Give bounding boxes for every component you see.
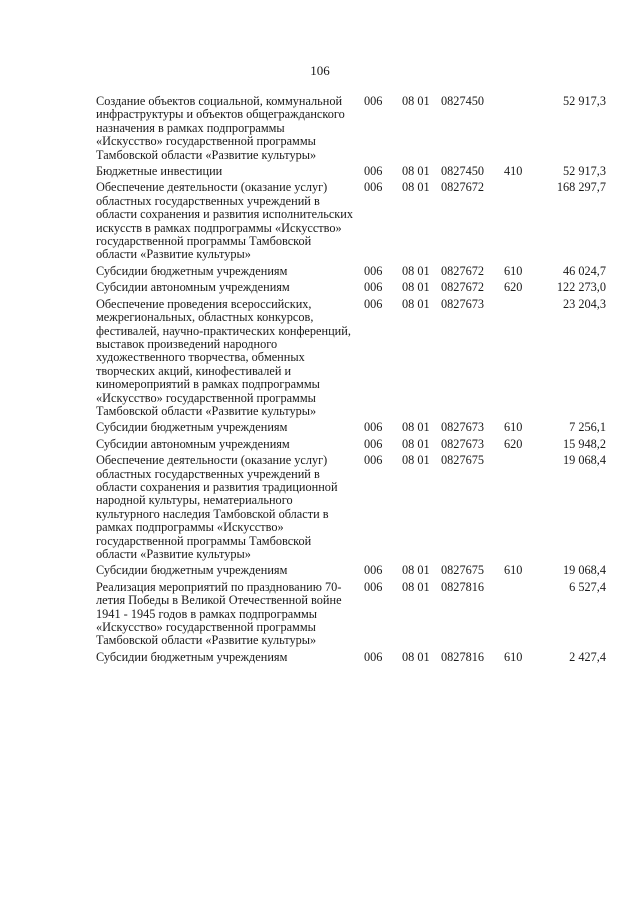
expense-kind: 610 <box>504 563 523 578</box>
ministry-code: 006 <box>364 164 383 179</box>
row-name: Обеспечение деятельности (оказание услуг) областных государственных учреждений в области сохранения и развития исполнительских искусств в рамках подпрограммы «Искусство» государственной программы Тамбовской области «Развитие культуры» <box>96 180 353 262</box>
target-code: 0827450 <box>441 94 485 108</box>
target-code: 0827673 <box>441 436 485 451</box>
row-name: Субсидии бюджетным учреждениям <box>96 263 288 278</box>
section-code: 08 01 <box>402 263 430 278</box>
ministry-code: 006 <box>364 296 383 311</box>
amount: 122 273,0 <box>556 280 606 295</box>
section-code: 08 01 <box>402 563 430 578</box>
ministry-code: 006 <box>364 436 383 451</box>
table-row <box>96 651 606 664</box>
ministry-code: 006 <box>364 563 383 578</box>
ministry-code: 006 <box>364 649 383 664</box>
section-code: 08 01 <box>402 436 430 451</box>
target-code: 0827816 <box>441 649 485 664</box>
table-row <box>96 281 606 294</box>
section-code: 08 01 <box>402 164 430 179</box>
section-code: 08 01 <box>402 453 430 468</box>
table-row <box>96 581 606 648</box>
amount: 52 917,3 <box>562 164 606 179</box>
amount: 46 024,7 <box>562 263 606 278</box>
table-row <box>96 165 606 178</box>
row-name: Субсидии бюджетным учреждениям <box>96 649 288 664</box>
expense-kind: 410 <box>504 164 523 179</box>
table-row <box>96 95 606 162</box>
amount: 168 297,7 <box>556 180 606 195</box>
amount: 19 068,4 <box>562 563 606 578</box>
ministry-code: 006 <box>364 180 383 195</box>
ministry-code: 006 <box>364 94 383 108</box>
section-code: 08 01 <box>402 180 430 195</box>
target-code: 0827675 <box>441 563 485 578</box>
target-code: 0827450 <box>441 164 485 179</box>
table-row <box>96 265 606 278</box>
section-code: 08 01 <box>402 296 430 311</box>
target-code: 0827673 <box>441 420 485 435</box>
row-name: Реализация мероприятий по празднованию 70-летия Победы в Великой Отечественной войне 1941 - 1945 годов в рамках подпрограммы «Искусство» государственной программы Тамбовской области «Развитие культуры» <box>96 579 342 648</box>
target-code: 0827672 <box>441 180 485 195</box>
expense-kind: 610 <box>504 263 523 278</box>
table-row <box>96 421 606 434</box>
ministry-code: 006 <box>364 280 383 295</box>
ministry-code: 006 <box>364 263 383 278</box>
row-name: Субсидии автономным учреждениям <box>96 280 290 295</box>
section-code: 08 01 <box>402 280 430 295</box>
table-row <box>96 564 606 577</box>
amount: 52 917,3 <box>562 94 606 108</box>
expense-kind: 620 <box>504 280 523 295</box>
ministry-code: 006 <box>364 453 383 468</box>
target-code: 0827816 <box>441 579 485 594</box>
row-name: Обеспечение проведения всероссийских, межрегиональных, областных конкурсов, фестивалей, научно-практических конференций, выставок произведений народного художественного творчества, обменных творческих акций, кинофестивалей и киномероприятий в рамках подпрограммы «Искусство» государственной программы Тамбовской области «Развитие культуры» <box>96 296 351 418</box>
row-name: Создание объектов социальной, коммунальной инфраструктуры и объектов общегражданского назначения в рамках подпрограммы «Искусство» государственной программы Тамбовской области «Развитие культуры» <box>96 94 345 162</box>
budget-table <box>96 95 606 667</box>
row-name: Субсидии бюджетным учреждениям <box>96 420 288 435</box>
expense-kind: 620 <box>504 436 523 451</box>
amount: 15 948,2 <box>562 436 606 451</box>
expense-kind: 610 <box>504 420 523 435</box>
target-code: 0827672 <box>441 263 485 278</box>
table-row <box>96 454 606 561</box>
target-code: 0827675 <box>441 453 485 468</box>
amount: 7 256,1 <box>569 420 606 435</box>
page-number: 106 <box>310 63 330 78</box>
target-code: 0827673 <box>441 296 485 311</box>
row-name: Субсидии автономным учреждениям <box>96 436 290 451</box>
row-name: Обеспечение деятельности (оказание услуг) областных государственных учреждений в области сохранения и развития традиционной народной культуры, нематериального культурного наследия Тамбовской области в рамках подпрограммы «Искусство» государственной программы Тамбовской области «Развитие культуры» <box>96 453 338 561</box>
expense-kind: 610 <box>504 649 523 664</box>
row-name: Бюджетные инвестиции <box>96 164 223 179</box>
table-row <box>96 181 606 261</box>
amount: 2 427,4 <box>569 649 606 664</box>
ministry-code: 006 <box>364 579 383 594</box>
table-row <box>96 298 606 419</box>
section-code: 08 01 <box>402 94 430 108</box>
target-code: 0827672 <box>441 280 485 295</box>
section-code: 08 01 <box>402 579 430 594</box>
section-code: 08 01 <box>402 649 430 664</box>
amount: 6 527,4 <box>569 579 606 594</box>
section-code: 08 01 <box>402 420 430 435</box>
ministry-code: 006 <box>364 420 383 435</box>
row-name: Субсидии бюджетным учреждениям <box>96 563 288 578</box>
amount: 19 068,4 <box>562 453 606 468</box>
table-row <box>96 438 606 451</box>
amount: 23 204,3 <box>562 296 606 311</box>
